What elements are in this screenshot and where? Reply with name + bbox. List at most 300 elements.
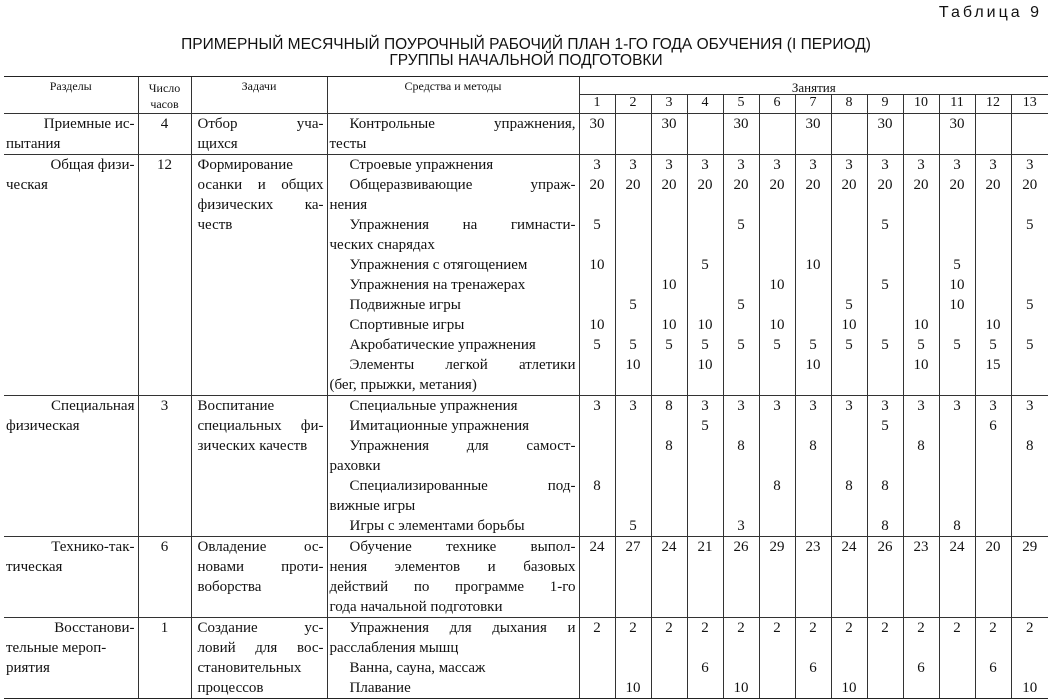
- method-line: действий по программе 1-го: [329, 579, 576, 595]
- lesson-value: [867, 678, 903, 698]
- lesson-value: [579, 295, 615, 315]
- lesson-value: 10: [759, 275, 795, 295]
- method-cell: [327, 658, 579, 678]
- lesson-value: 10: [687, 355, 723, 396]
- lesson-value: 5: [687, 416, 723, 436]
- section-name-line: Технико-так-: [51, 539, 135, 555]
- lesson-value: [651, 516, 687, 537]
- section-name: [4, 155, 138, 396]
- lesson-value: [903, 476, 939, 516]
- lesson-value: 8: [651, 436, 687, 476]
- lesson-value: [579, 355, 615, 396]
- lesson-number-4: 4: [687, 95, 723, 114]
- lesson-value: [903, 215, 939, 255]
- lesson-value: [1011, 315, 1048, 335]
- section-task-line: воборства: [197, 579, 262, 595]
- lesson-value: 2: [687, 618, 723, 659]
- lesson-value: [1011, 516, 1048, 537]
- lesson-value: [975, 516, 1011, 537]
- lesson-value: 3: [1011, 396, 1048, 417]
- lesson-value: 2: [759, 618, 795, 659]
- lesson-value: 5: [831, 295, 867, 315]
- method-cell: [327, 335, 579, 355]
- lesson-value: [939, 416, 975, 436]
- method-line: Элементы легкой атлетики: [349, 357, 576, 373]
- lesson-value: 2: [615, 618, 651, 659]
- section-hours: 4: [138, 114, 191, 155]
- lesson-value: 5: [723, 295, 759, 315]
- method-line: расслабления мышц: [329, 640, 459, 656]
- lesson-value: 20: [975, 175, 1011, 215]
- lesson-value: 2: [939, 618, 975, 659]
- lesson-value: 5: [687, 335, 723, 355]
- lesson-value: 2: [1011, 618, 1048, 659]
- section-task: [191, 618, 327, 699]
- lesson-value: [723, 658, 759, 678]
- lesson-value: 29: [759, 537, 795, 618]
- header-sections: Разделы: [4, 77, 138, 114]
- lesson-value: [579, 678, 615, 698]
- lesson-value: 5: [579, 335, 615, 355]
- lesson-value: [579, 275, 615, 295]
- lesson-value: 30: [795, 114, 831, 155]
- lesson-value: [831, 114, 867, 155]
- lesson-value: [615, 215, 651, 255]
- section-task-line: ловий для вос-: [197, 640, 324, 656]
- lesson-value: 3: [615, 155, 651, 176]
- lesson-value: [867, 658, 903, 678]
- lesson-number-10: 10: [903, 95, 939, 114]
- lesson-value: 6: [687, 658, 723, 678]
- lesson-value: [687, 476, 723, 516]
- lesson-value: 10: [903, 315, 939, 335]
- plan-table-grid: [4, 77, 1048, 698]
- lesson-value: [939, 315, 975, 335]
- lesson-number-3: 3: [651, 95, 687, 114]
- lesson-number-1: 1: [579, 95, 615, 114]
- lesson-value: [615, 416, 651, 436]
- lesson-value: 8: [759, 476, 795, 516]
- lesson-value: 10: [615, 678, 651, 698]
- method-line: Игры с элементами борьбы: [349, 518, 525, 534]
- lesson-value: 20: [903, 175, 939, 215]
- method-line: Упражнения с отягощением: [349, 257, 528, 273]
- lesson-value: 8: [723, 436, 759, 476]
- lesson-value: 3: [579, 396, 615, 417]
- lesson-value: [723, 416, 759, 436]
- lesson-value: [687, 436, 723, 476]
- lesson-value: [579, 658, 615, 678]
- lesson-value: [939, 215, 975, 255]
- section-name: [4, 618, 138, 699]
- section-hours: 6: [138, 537, 191, 618]
- lesson-value: 30: [579, 114, 615, 155]
- method-line: тесты: [329, 136, 367, 152]
- lesson-value: [1011, 476, 1048, 516]
- lesson-value: 3: [867, 396, 903, 417]
- lesson-value: [795, 416, 831, 436]
- lesson-value: [975, 215, 1011, 255]
- method-line: Упражнения для дыхания и: [349, 620, 576, 636]
- lesson-value: 24: [651, 537, 687, 618]
- method-line: нения элементов и базовых: [329, 559, 576, 575]
- lesson-value: 5: [723, 215, 759, 255]
- method-line: Акробатические упражнения: [349, 337, 536, 353]
- lesson-value: 8: [939, 516, 975, 537]
- lesson-value: 20: [687, 175, 723, 215]
- lesson-value: [651, 476, 687, 516]
- lesson-value: [831, 658, 867, 678]
- table-number: Таблица 9: [938, 4, 1042, 21]
- lesson-number-11: 11: [939, 95, 975, 114]
- lesson-value: [975, 436, 1011, 476]
- lesson-value: 5: [1026, 217, 1034, 233]
- lesson-value: [759, 436, 795, 476]
- lesson-value: [903, 114, 939, 155]
- lesson-value: 10: [831, 315, 867, 335]
- lesson-value: [795, 275, 831, 295]
- lesson-value: [975, 476, 1011, 516]
- lesson-value: 30: [867, 114, 903, 155]
- method-cell: [327, 114, 579, 155]
- lesson-value: 6: [795, 658, 831, 678]
- lesson-value: [831, 355, 867, 396]
- lesson-value: [831, 516, 867, 537]
- lesson-value: 3: [867, 155, 903, 176]
- lesson-value: [615, 476, 651, 516]
- lesson-value: 6: [903, 658, 939, 678]
- lesson-value: 23: [795, 537, 831, 618]
- lesson-value: 8: [831, 476, 867, 516]
- lesson-value: 10: [795, 355, 831, 396]
- lesson-value: [867, 355, 903, 396]
- lesson-value: [651, 355, 687, 396]
- section-task: [191, 396, 327, 537]
- lesson-value: [795, 516, 831, 537]
- lesson-value: [1011, 416, 1048, 436]
- method-line: Специальные упражнения: [349, 398, 518, 414]
- method-line: Упражнения для самост-: [349, 438, 576, 454]
- lesson-value: [1011, 255, 1048, 275]
- header-hours-line1: Число: [148, 81, 181, 95]
- method-line: Обучение технике выпол-: [349, 539, 576, 555]
- lesson-value: 8: [867, 516, 903, 537]
- lesson-value: 3: [615, 396, 651, 417]
- lesson-value: 5: [615, 516, 651, 537]
- section-task-line: процессов: [197, 680, 264, 696]
- lesson-value: [975, 678, 1011, 698]
- lesson-value: [903, 295, 939, 315]
- method-cell: [327, 678, 579, 698]
- method-line: вижные игры: [329, 498, 416, 514]
- lesson-value: 3: [975, 396, 1011, 417]
- lesson-value: [579, 436, 615, 476]
- method-line: Строевые упражнения: [349, 157, 494, 173]
- lesson-value: [687, 295, 723, 315]
- lesson-value: [651, 255, 687, 275]
- lesson-number-5: 5: [723, 95, 759, 114]
- lesson-value: [687, 114, 723, 155]
- section-hours: 1: [138, 618, 191, 699]
- method-line: года начальной подготовки: [329, 599, 503, 615]
- lesson-value: [687, 275, 723, 295]
- lesson-value: 5: [795, 335, 831, 355]
- lesson-value: 8: [651, 396, 687, 417]
- section-task-line: новами проти-: [197, 559, 324, 575]
- method-line: Спортивные игры: [349, 317, 465, 333]
- lesson-value: 3: [723, 396, 759, 417]
- header-tasks: Задачи: [191, 77, 327, 114]
- lesson-value: 10: [795, 255, 831, 275]
- section-name-line: тельные мероп-: [6, 640, 107, 656]
- table-title: ПРИМЕРНЫЙ МЕСЯЧНЫЙ ПОУРОЧНЫЙ РАБОЧИЙ ПЛАН 1-ГО ГОДА ОБУЧЕНИЯ (I ПЕРИОД): [181, 36, 871, 53]
- lesson-value: [975, 295, 1011, 315]
- lesson-value: [831, 215, 867, 255]
- lesson-number-7: 7: [795, 95, 831, 114]
- lesson-value: [939, 436, 975, 476]
- method-cell: [327, 396, 579, 417]
- lesson-value: 10: [939, 275, 975, 295]
- lesson-value: 3: [723, 516, 759, 537]
- lesson-value: [795, 476, 831, 516]
- section-name: [4, 396, 138, 537]
- lesson-value: 21: [687, 537, 723, 618]
- lesson-value: [939, 658, 975, 678]
- lesson-value: 2: [867, 618, 903, 659]
- section-hours: 3: [138, 396, 191, 537]
- lesson-value: 10: [975, 315, 1011, 335]
- lesson-value: 2: [723, 618, 759, 659]
- lesson-value: 5: [867, 275, 903, 295]
- lesson-value: [903, 255, 939, 275]
- lesson-value: 5: [939, 255, 975, 275]
- lesson-value: [903, 678, 939, 698]
- lesson-value: [687, 215, 723, 255]
- lesson-value: 20: [651, 175, 687, 215]
- lesson-value: 10: [579, 315, 615, 335]
- lesson-value: 26: [867, 537, 903, 618]
- lesson-value: 10: [579, 255, 615, 275]
- lesson-value: 29: [1011, 537, 1048, 618]
- lesson-value: [903, 275, 939, 295]
- lesson-value: 3: [723, 155, 759, 176]
- lesson-value: 6: [975, 658, 1011, 678]
- lesson-value: 3: [939, 396, 975, 417]
- lesson-value: 24: [939, 537, 975, 618]
- lesson-value: [759, 215, 795, 255]
- lesson-value: [831, 255, 867, 275]
- plan-table: [4, 76, 1048, 699]
- lesson-value: [759, 678, 795, 698]
- lesson-value: [831, 275, 867, 295]
- lesson-value: [723, 315, 759, 335]
- lesson-number-13: 13: [1022, 95, 1037, 110]
- method-line: (бег, прыжки, метания): [329, 377, 477, 393]
- section-task-line: Воспитание: [197, 398, 275, 414]
- lesson-value: 20: [615, 175, 651, 215]
- lesson-value: 23: [903, 537, 939, 618]
- lesson-number-2: 2: [615, 95, 651, 114]
- lesson-value: [903, 516, 939, 537]
- lesson-value: 8: [579, 476, 615, 516]
- lesson-value: 3: [579, 155, 615, 176]
- lesson-value: 10: [831, 678, 867, 698]
- lesson-value: 3: [975, 155, 1011, 176]
- lesson-value: [903, 416, 939, 436]
- lesson-value: 5: [579, 215, 615, 255]
- method-cell: [327, 355, 579, 396]
- plan-row: [4, 396, 1048, 417]
- lesson-value: 3: [687, 155, 723, 176]
- lesson-value: 3: [759, 396, 795, 417]
- method-cell: [327, 618, 579, 659]
- lesson-value: 20: [723, 175, 759, 215]
- method-line: Упражнения на гимнасти-: [349, 217, 576, 233]
- lesson-value: 3: [903, 396, 939, 417]
- section-name: [4, 114, 138, 155]
- plan-row: [4, 618, 1048, 659]
- lesson-value: 5: [1026, 337, 1034, 353]
- plan-row: [4, 537, 1048, 618]
- lesson-value: 3: [939, 155, 975, 176]
- lesson-value: [831, 416, 867, 436]
- section-task-line: Овладение ос-: [197, 539, 324, 555]
- section-task-line: щихся: [197, 136, 238, 152]
- lesson-value: 5: [759, 335, 795, 355]
- header-hours: [138, 77, 191, 114]
- section-name-line: Общая физи-: [50, 157, 135, 173]
- table-subtitle: ГРУППЫ НАЧАЛЬНОЙ ПОДГОТОВКИ: [389, 52, 663, 69]
- lesson-value: 20: [795, 175, 831, 215]
- method-line: Плавание: [349, 680, 411, 696]
- lesson-value: 8: [903, 436, 939, 476]
- method-line: нения: [329, 197, 368, 213]
- section-task-line: Формирование: [197, 157, 293, 173]
- lesson-value: 8: [1026, 438, 1034, 454]
- lesson-value: [975, 275, 1011, 295]
- method-line: Подвижные игры: [349, 297, 461, 313]
- lesson-value: 2: [579, 618, 615, 659]
- lesson-value: [615, 114, 651, 155]
- lesson-value: [867, 436, 903, 476]
- lesson-number-9: 9: [867, 95, 903, 114]
- lesson-value: [795, 315, 831, 335]
- lesson-value: [759, 255, 795, 275]
- lesson-value: [867, 295, 903, 315]
- lesson-value: [867, 255, 903, 275]
- lesson-value: 3: [795, 396, 831, 417]
- lesson-value: [795, 295, 831, 315]
- lesson-number-6: 6: [759, 95, 795, 114]
- lesson-value: 2: [795, 618, 831, 659]
- method-cell: [327, 255, 579, 275]
- lesson-value: [651, 658, 687, 678]
- section-task-line: Создание ус-: [197, 620, 324, 636]
- lesson-value: 8: [795, 436, 831, 476]
- lesson-value: [1011, 355, 1048, 396]
- section-task-line: физических ка-: [197, 197, 324, 213]
- lesson-value: [1011, 658, 1048, 678]
- lesson-value: 5: [831, 335, 867, 355]
- lesson-value: 5: [867, 215, 903, 255]
- lesson-value: 30: [651, 114, 687, 155]
- lesson-value: 15: [975, 355, 1011, 396]
- method-line: Специализированные под-: [349, 478, 576, 494]
- section-name: [4, 537, 138, 618]
- lesson-value: 5: [723, 335, 759, 355]
- lesson-value: [615, 255, 651, 275]
- lesson-value: 3: [831, 396, 867, 417]
- lesson-value: [615, 315, 651, 335]
- lesson-value: 5: [615, 295, 651, 315]
- section-name-line: Приемные ис-: [43, 116, 135, 132]
- method-cell: [327, 155, 579, 176]
- lesson-value: [759, 658, 795, 678]
- lesson-value: [939, 476, 975, 516]
- lesson-value: 30: [723, 114, 759, 155]
- section-hours: 12: [138, 155, 191, 396]
- lesson-value: 2: [831, 618, 867, 659]
- method-cell: [327, 275, 579, 295]
- lesson-value: 5: [975, 335, 1011, 355]
- section-name-line: ческая: [6, 177, 48, 193]
- lesson-value: 2: [903, 618, 939, 659]
- header-lessons: Занятия: [579, 77, 1048, 95]
- lesson-value: 27: [615, 537, 651, 618]
- lesson-value: 5: [903, 335, 939, 355]
- method-line: Имитационные упражнения: [349, 418, 530, 434]
- header-methods: Средства и методы: [327, 77, 579, 114]
- lesson-value: [759, 416, 795, 436]
- section-task-line: становительных: [197, 660, 302, 676]
- lesson-value: 10: [651, 275, 687, 295]
- section-name-line: Восстанови-: [54, 620, 135, 636]
- lesson-value: [723, 355, 759, 396]
- lesson-value: 3: [795, 155, 831, 176]
- lesson-value: 6: [975, 416, 1011, 436]
- plan-row: [4, 155, 1048, 176]
- method-line: Контрольные упражнения,: [349, 116, 576, 132]
- lesson-value: 10: [723, 678, 759, 698]
- header-hours-line2: часов: [150, 97, 179, 111]
- method-line: Ванна, сауна, массаж: [349, 660, 486, 676]
- lesson-value: 24: [579, 537, 615, 618]
- lesson-value: 5: [867, 416, 903, 436]
- lesson-value: 2: [975, 618, 1011, 659]
- lesson-value: 10: [759, 315, 795, 335]
- method-line: Упражнения на тренажерах: [349, 277, 526, 293]
- lesson-value: 5: [687, 255, 723, 275]
- lesson-value: 3: [1011, 155, 1048, 176]
- lesson-value: [759, 114, 795, 155]
- lesson-value: [1011, 114, 1048, 155]
- lesson-value: 20: [579, 175, 615, 215]
- lesson-value: 24: [831, 537, 867, 618]
- lesson-value: [723, 255, 759, 275]
- lesson-value: [651, 295, 687, 315]
- lesson-value: 10: [939, 295, 975, 315]
- method-cell: [327, 436, 579, 476]
- lesson-value: 3: [903, 155, 939, 176]
- section-name-line: тическая: [6, 559, 63, 575]
- lesson-value: [651, 678, 687, 698]
- lesson-value: 20: [831, 175, 867, 215]
- lesson-value: [867, 315, 903, 335]
- lesson-value: 10: [615, 355, 651, 396]
- lesson-value: [795, 678, 831, 698]
- lesson-value: [759, 516, 795, 537]
- lesson-value: [615, 658, 651, 678]
